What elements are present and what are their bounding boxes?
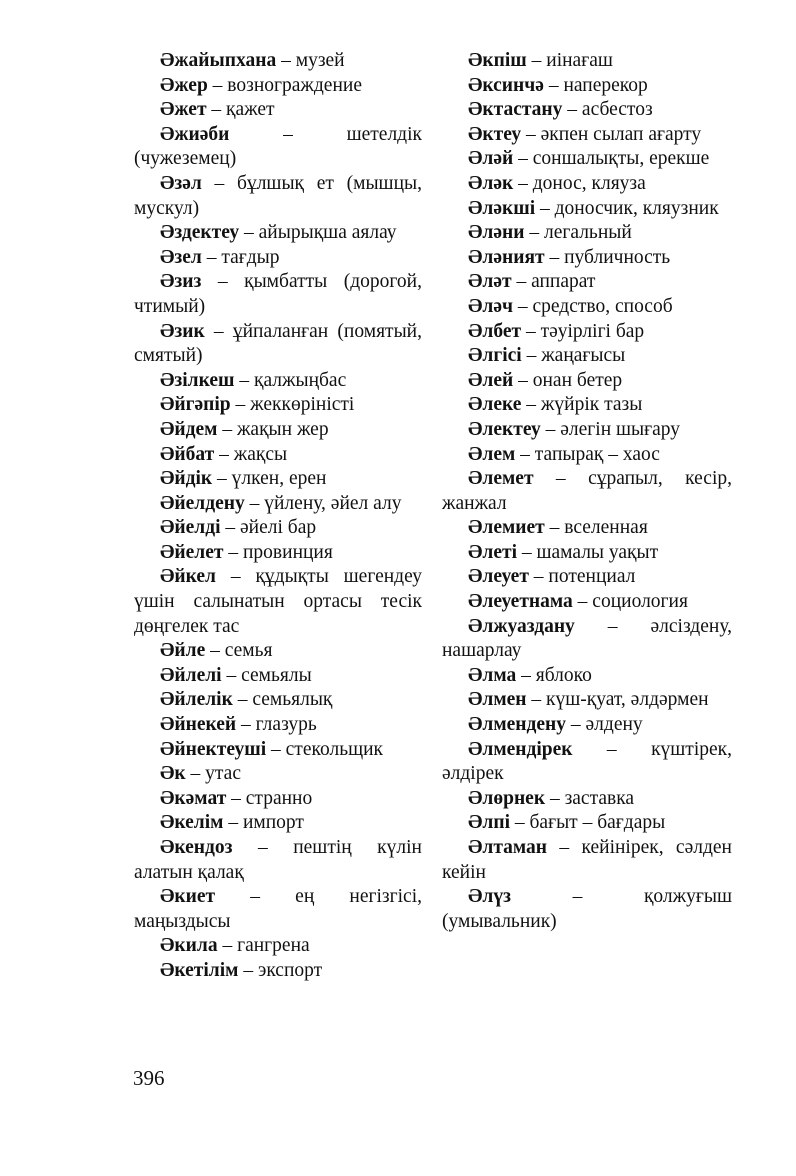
dictionary-entry	[134, 565, 422, 639]
entry-headword: Әйелет	[160, 541, 224, 563]
entry-definition: – стекольщик	[266, 738, 384, 760]
entry-headword: Әлпі	[468, 812, 510, 834]
dictionary-entry	[134, 762, 422, 787]
entry-headword: Әйгәпір	[160, 394, 231, 416]
entry-headword: Әжер	[160, 74, 208, 96]
dictionary-entry	[134, 885, 422, 934]
entry-headword: Әлма	[468, 664, 517, 686]
dictionary-entry	[134, 221, 422, 246]
dictionary-entry	[442, 74, 732, 99]
entry-headword: Әлөрнек	[468, 787, 546, 809]
entry-headword: Әжет	[160, 99, 207, 121]
left-column	[134, 49, 422, 984]
dictionary-entry	[442, 49, 732, 74]
dictionary-entry	[442, 270, 732, 295]
entry-definition: – публичность	[544, 246, 671, 268]
dictionary-entry	[442, 320, 732, 345]
entry-definition: – айырықша аялау	[239, 222, 397, 244]
entry-headword: Әкпіш	[468, 50, 527, 71]
dictionary-entry	[134, 836, 422, 885]
entry-definition: – әлегін шығару	[540, 418, 681, 440]
entry-headword: Әкила	[160, 935, 218, 957]
entry-headword: Әйелді	[160, 517, 221, 539]
entry-headword: Әлей	[468, 369, 514, 391]
entry-definition: – семьялы	[221, 664, 312, 686]
entry-headword: Әйелдену	[160, 492, 245, 514]
dictionary-entry	[134, 49, 422, 74]
entry-headword: Әзиз	[160, 271, 202, 293]
entry-headword: Әлеке	[468, 394, 522, 416]
entry-definition: – иінағаш	[526, 50, 613, 71]
entry-headword: Әзел	[160, 246, 202, 268]
entry-headword: Әзик	[160, 320, 205, 342]
entry-headword: Әйдем	[160, 418, 218, 440]
entry-definition: – жақсы	[214, 443, 288, 465]
entry-headword: Әйбат	[160, 443, 215, 465]
dictionary-entry	[442, 443, 732, 468]
entry-headword: Әлеуетнама	[468, 591, 573, 613]
entry-headword: Әлбет	[468, 320, 522, 342]
entry-headword: Әкәмат	[160, 787, 227, 809]
entry-headword: Әләт	[468, 271, 512, 293]
dictionary-entry	[442, 467, 732, 516]
dictionary-entry	[134, 811, 422, 836]
dictionary-entry	[442, 197, 732, 222]
entry-definition: – құдықты шегендеу үшін салынатын ортасы тесік дөңгелек тас	[134, 566, 422, 637]
entry-definition: – пештің күлін алатын қалақ	[134, 837, 422, 883]
dictionary-entry	[442, 147, 732, 172]
entry-definition: – бұлшық ет (мышцы, мускул)	[134, 172, 422, 219]
entry-definition: – заставка	[545, 787, 635, 809]
dictionary-entry	[134, 393, 422, 418]
dictionary-entry	[134, 123, 422, 172]
entry-definition: – қалжыңбас	[234, 369, 347, 391]
entry-headword: Әктастану	[468, 99, 563, 121]
entry-definition: – вознограждение	[207, 74, 362, 96]
entry-definition: – социология	[572, 591, 688, 613]
dictionary-entry	[442, 836, 732, 885]
entry-definition: – қымбатты (дорогой, чтимый)	[134, 271, 422, 317]
entry-definition: – күштірек, әлдірек	[442, 738, 732, 785]
entry-definition: – соншалықты, ерекше	[513, 148, 710, 170]
entry-definition: – тапырақ – хаос	[515, 443, 660, 465]
entry-headword: Әлгісі	[468, 345, 522, 367]
dictionary-entry	[134, 787, 422, 812]
entry-headword: Әләкші	[468, 197, 536, 219]
dictionary-entry	[442, 713, 732, 738]
entry-headword: Әк	[160, 763, 186, 785]
entry-headword: Әкелім	[160, 812, 224, 834]
dictionary-entry	[442, 738, 732, 787]
entry-definition: – ең негізгісі, маңыздысы	[134, 886, 422, 932]
entry-headword: Әлектеу	[468, 418, 541, 440]
entry-definition: – әкпен сылап ағарту	[521, 123, 702, 145]
dictionary-entry	[134, 516, 422, 541]
entry-definition: – жаңағысы	[521, 345, 626, 367]
dictionary-entry	[134, 320, 422, 369]
entry-definition: – глазурь	[236, 714, 317, 736]
entry-headword: Әлеті	[468, 541, 517, 563]
dictionary-entry	[442, 295, 732, 320]
entry-headword: Әйнектеуші	[160, 738, 267, 760]
entry-headword: Әләч	[468, 295, 513, 317]
dictionary-entry	[442, 344, 732, 369]
dictionary-entry	[134, 172, 422, 221]
entry-headword: Әкендоз	[160, 837, 233, 858]
entry-headword: Әләй	[468, 148, 514, 170]
dictionary-entry	[442, 418, 732, 443]
entry-definition: – легальный	[524, 222, 632, 244]
entry-headword: Әйкел	[160, 566, 216, 588]
entry-definition: – әлсіздену, нашарлау	[442, 615, 732, 662]
entry-definition: – бағыт – бағдары	[510, 812, 666, 834]
dictionary-entry	[134, 418, 422, 443]
dictionary-entry	[442, 123, 732, 148]
entry-definition: – жүйрік тазы	[521, 394, 643, 416]
entry-definition: – шамалы уақыт	[517, 541, 659, 563]
dictionary-entry	[442, 885, 732, 934]
dictionary-entry	[134, 492, 422, 517]
dictionary-entry	[134, 713, 422, 738]
entry-definition: – күш-қуат, әлдәрмен	[526, 689, 709, 711]
entry-headword: Әлемиет	[468, 517, 545, 539]
entry-definition: – гангрена	[217, 935, 310, 957]
entry-definition: – семьялық	[232, 689, 333, 711]
entry-definition: – импорт	[223, 812, 304, 834]
dictionary-entry	[134, 664, 422, 689]
page-number: 396	[133, 1066, 165, 1090]
entry-headword: Әйле	[160, 640, 206, 662]
entry-definition: – странно	[226, 787, 313, 809]
dictionary-entry	[442, 516, 732, 541]
entry-headword: Әләни	[468, 222, 525, 244]
entry-headword: Әздектеу	[160, 222, 240, 244]
entry-definition: – ұйпаланған (помятый, смятый)	[134, 320, 422, 367]
dictionary-entry	[134, 934, 422, 959]
dictionary-entry	[442, 246, 732, 271]
dictionary-entry	[442, 664, 732, 689]
dictionary-entry	[442, 688, 732, 713]
entry-definition: – тәуірлігі бар	[521, 320, 645, 342]
entry-headword: Әктеу	[468, 123, 522, 145]
entry-headword: Әйлелі	[160, 664, 222, 686]
entry-definition: – потенциал	[528, 566, 636, 588]
dictionary-entry	[134, 959, 422, 984]
dictionary-entry	[134, 369, 422, 394]
entry-headword: Әлмендірек	[468, 738, 573, 760]
entry-definition: – шетелдік (чужеземец)	[134, 123, 422, 170]
entry-definition: – асбестоз	[562, 99, 653, 121]
entry-headword: Әлжуаздану	[468, 615, 575, 637]
entry-definition: – тағдыр	[201, 246, 280, 268]
dictionary-entry	[442, 98, 732, 123]
dictionary-entry	[134, 98, 422, 123]
entry-definition: – сұрапыл, кесір, жанжал	[442, 468, 732, 514]
entry-definition: – наперекор	[543, 74, 648, 96]
entry-definition: – яблоко	[516, 664, 592, 686]
dictionary-entry	[442, 811, 732, 836]
dictionary-entry	[134, 74, 422, 99]
entry-headword: Әкиет	[160, 886, 216, 908]
entry-headword: Әлмендену	[468, 714, 567, 736]
entry-definition: – онан бетер	[513, 369, 623, 391]
entry-headword: Әләният	[468, 246, 545, 268]
dictionary-entry	[442, 172, 732, 197]
dictionary-entry	[134, 688, 422, 713]
dictionary-entry	[442, 565, 732, 590]
entry-headword: Әкетілім	[160, 959, 239, 981]
entry-definition: – үйлену, әйел алу	[244, 492, 402, 514]
entry-headword: Әжайыпхана	[160, 50, 277, 71]
entry-definition: – қажет	[206, 99, 275, 121]
dictionary-entry	[134, 639, 422, 664]
dictionary-entry	[134, 443, 422, 468]
entry-definition: – средство, способ	[513, 295, 673, 317]
entry-headword: Әксинчә	[468, 74, 544, 96]
entry-definition: – аппарат	[511, 271, 596, 293]
dictionary-entry	[134, 246, 422, 271]
entry-definition: – экспорт	[238, 959, 323, 981]
entry-headword: Әйлелік	[160, 689, 233, 711]
entry-definition: – қолжуғыш (умывальник)	[442, 886, 732, 932]
entry-definition: – үлкен, ерен	[212, 468, 327, 490]
entry-headword: Әйдік	[160, 468, 213, 490]
dictionary-entry	[442, 590, 732, 615]
entry-definition: – жақын жер	[217, 418, 329, 440]
dictionary-entry	[134, 738, 422, 763]
entry-definition: – донос, кляуза	[513, 172, 646, 194]
dictionary-entry	[442, 221, 732, 246]
dictionary-entry	[134, 270, 422, 319]
dictionary-entry	[442, 541, 732, 566]
entry-headword: Әлтаман	[468, 837, 548, 858]
dictionary-entry	[442, 787, 732, 812]
dictionary-entry	[442, 393, 732, 418]
right-column	[442, 49, 732, 934]
entry-headword: Әжиәби	[160, 123, 230, 145]
dictionary-entry	[134, 467, 422, 492]
entry-definition: – әйелі бар	[220, 517, 317, 539]
entry-headword: Әлем	[468, 443, 516, 465]
dictionary-entry	[442, 369, 732, 394]
entry-definition: – семья	[205, 640, 273, 662]
dictionary-entry	[442, 615, 732, 664]
entry-headword: Әзілкеш	[160, 369, 235, 391]
entry-headword: Әлеует	[468, 566, 529, 588]
entry-definition: – кейінірек, сәлден кейін	[442, 837, 732, 883]
entry-definition: – провинция	[223, 541, 333, 563]
entry-definition: – әлдену	[566, 714, 643, 736]
dictionary-entry	[134, 541, 422, 566]
entry-headword: Әлемет	[468, 468, 534, 490]
entry-definition: – жеккөріністі	[230, 394, 355, 416]
entry-headword: Әзәл	[160, 172, 202, 194]
entry-headword: Әйнекей	[160, 714, 237, 736]
entry-definition: – музей	[276, 50, 345, 71]
entry-headword: Әлүз	[468, 886, 511, 908]
entry-headword: Әлмен	[468, 689, 527, 711]
entry-definition: – доносчик, кляузник	[535, 197, 719, 219]
entry-definition: – вселенная	[544, 517, 648, 539]
entry-definition: – утас	[185, 763, 241, 785]
entry-headword: Әләк	[468, 172, 514, 194]
